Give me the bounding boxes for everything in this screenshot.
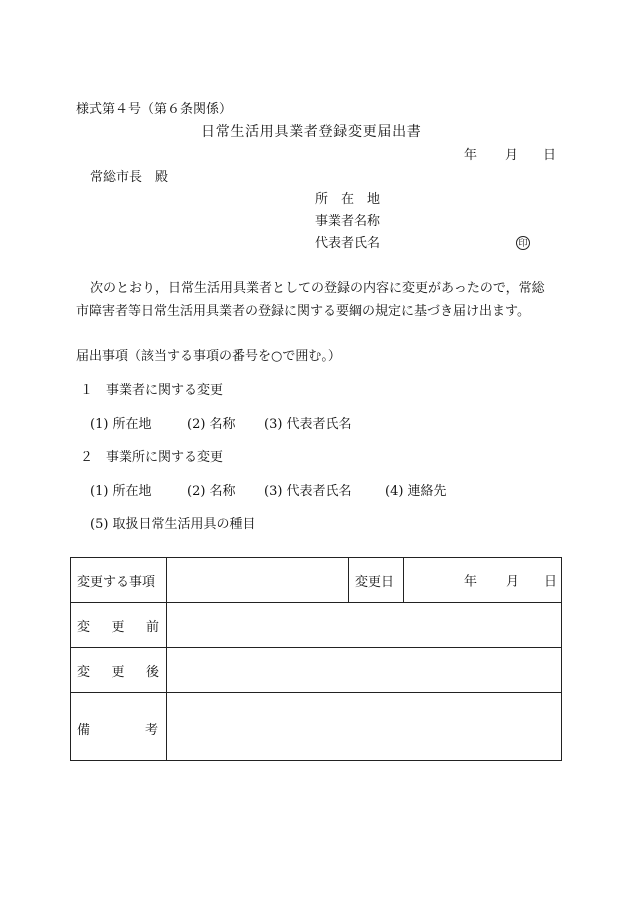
section2-heading: ２ 事業所に関する変更 <box>80 450 224 465</box>
body-text-line1: 次のとおり，日常生活用具業者としての登録の内容に変更があったので，常総 <box>90 281 545 296</box>
date-day-label: 日 <box>543 148 557 163</box>
section1-item-3: (3) 代表者氏名 <box>264 417 352 432</box>
after-field[interactable] <box>167 648 562 693</box>
date-year-label: 年 <box>464 148 478 163</box>
before-field[interactable] <box>167 603 562 648</box>
change-date-label: 変更日 <box>349 558 404 603</box>
after-label <box>71 648 167 693</box>
change-item-field[interactable] <box>167 558 349 603</box>
row-change-item <box>71 558 562 603</box>
notice-heading: 届出事項（該当する事項の番号を○で囲む。） <box>76 349 341 364</box>
section2-item-5: (5) 取扱日常生活用具の種目 <box>90 517 256 532</box>
representative-label: 代表者氏名 <box>315 236 381 251</box>
change-date-field[interactable] <box>404 558 562 603</box>
after-char-2: 更 <box>111 664 125 680</box>
form-title: 日常生活用具業者登録変更届出書 <box>201 124 422 140</box>
after-char-1: 変 <box>77 664 91 680</box>
section2-item-1: (1) 所在地 <box>90 484 152 499</box>
before-char-2: 更 <box>111 619 125 635</box>
change-table <box>70 557 562 761</box>
seal-icon <box>516 236 530 250</box>
remarks-label <box>71 693 167 761</box>
body-text-line2: 市障害者等日常生活用具業者の登録に関する要綱の規定に基づき届け出ます。 <box>76 304 530 319</box>
section2-item-3: (3) 代表者氏名 <box>264 484 352 499</box>
before-label <box>71 603 167 648</box>
row-remarks <box>71 693 562 761</box>
business-name-label: 事業者名称 <box>315 214 381 229</box>
section1-item-1: (1) 所在地 <box>90 417 152 432</box>
row-after <box>71 648 562 693</box>
before-char-1: 変 <box>77 619 91 635</box>
date-month-label: 月 <box>505 148 519 163</box>
section2-item-4: (4) 連絡先 <box>385 484 447 499</box>
table-date-month: 月 <box>506 574 520 590</box>
before-char-3: 前 <box>145 619 159 635</box>
section2-item-2: (2) 名称 <box>187 484 236 499</box>
section1-item-2: (2) 名称 <box>187 417 236 432</box>
form-number: 様式第４号（第６条関係） <box>76 102 233 117</box>
seal-mark: 印 <box>516 236 530 250</box>
section1-heading: １ 事業者に関する変更 <box>80 383 224 398</box>
addressee: 常総市長 殿 <box>90 170 169 185</box>
remarks-char-2: 考 <box>144 723 158 738</box>
remarks-field[interactable] <box>167 693 562 761</box>
remarks-char-1: 備 <box>77 723 91 738</box>
table-date-day: 日 <box>544 574 558 590</box>
address-label: 所 在 地 <box>315 192 381 207</box>
row-before <box>71 603 562 648</box>
after-char-3: 後 <box>145 664 159 680</box>
change-item-label: 変更する事項 <box>71 558 167 603</box>
table-date-year: 年 <box>464 574 478 590</box>
